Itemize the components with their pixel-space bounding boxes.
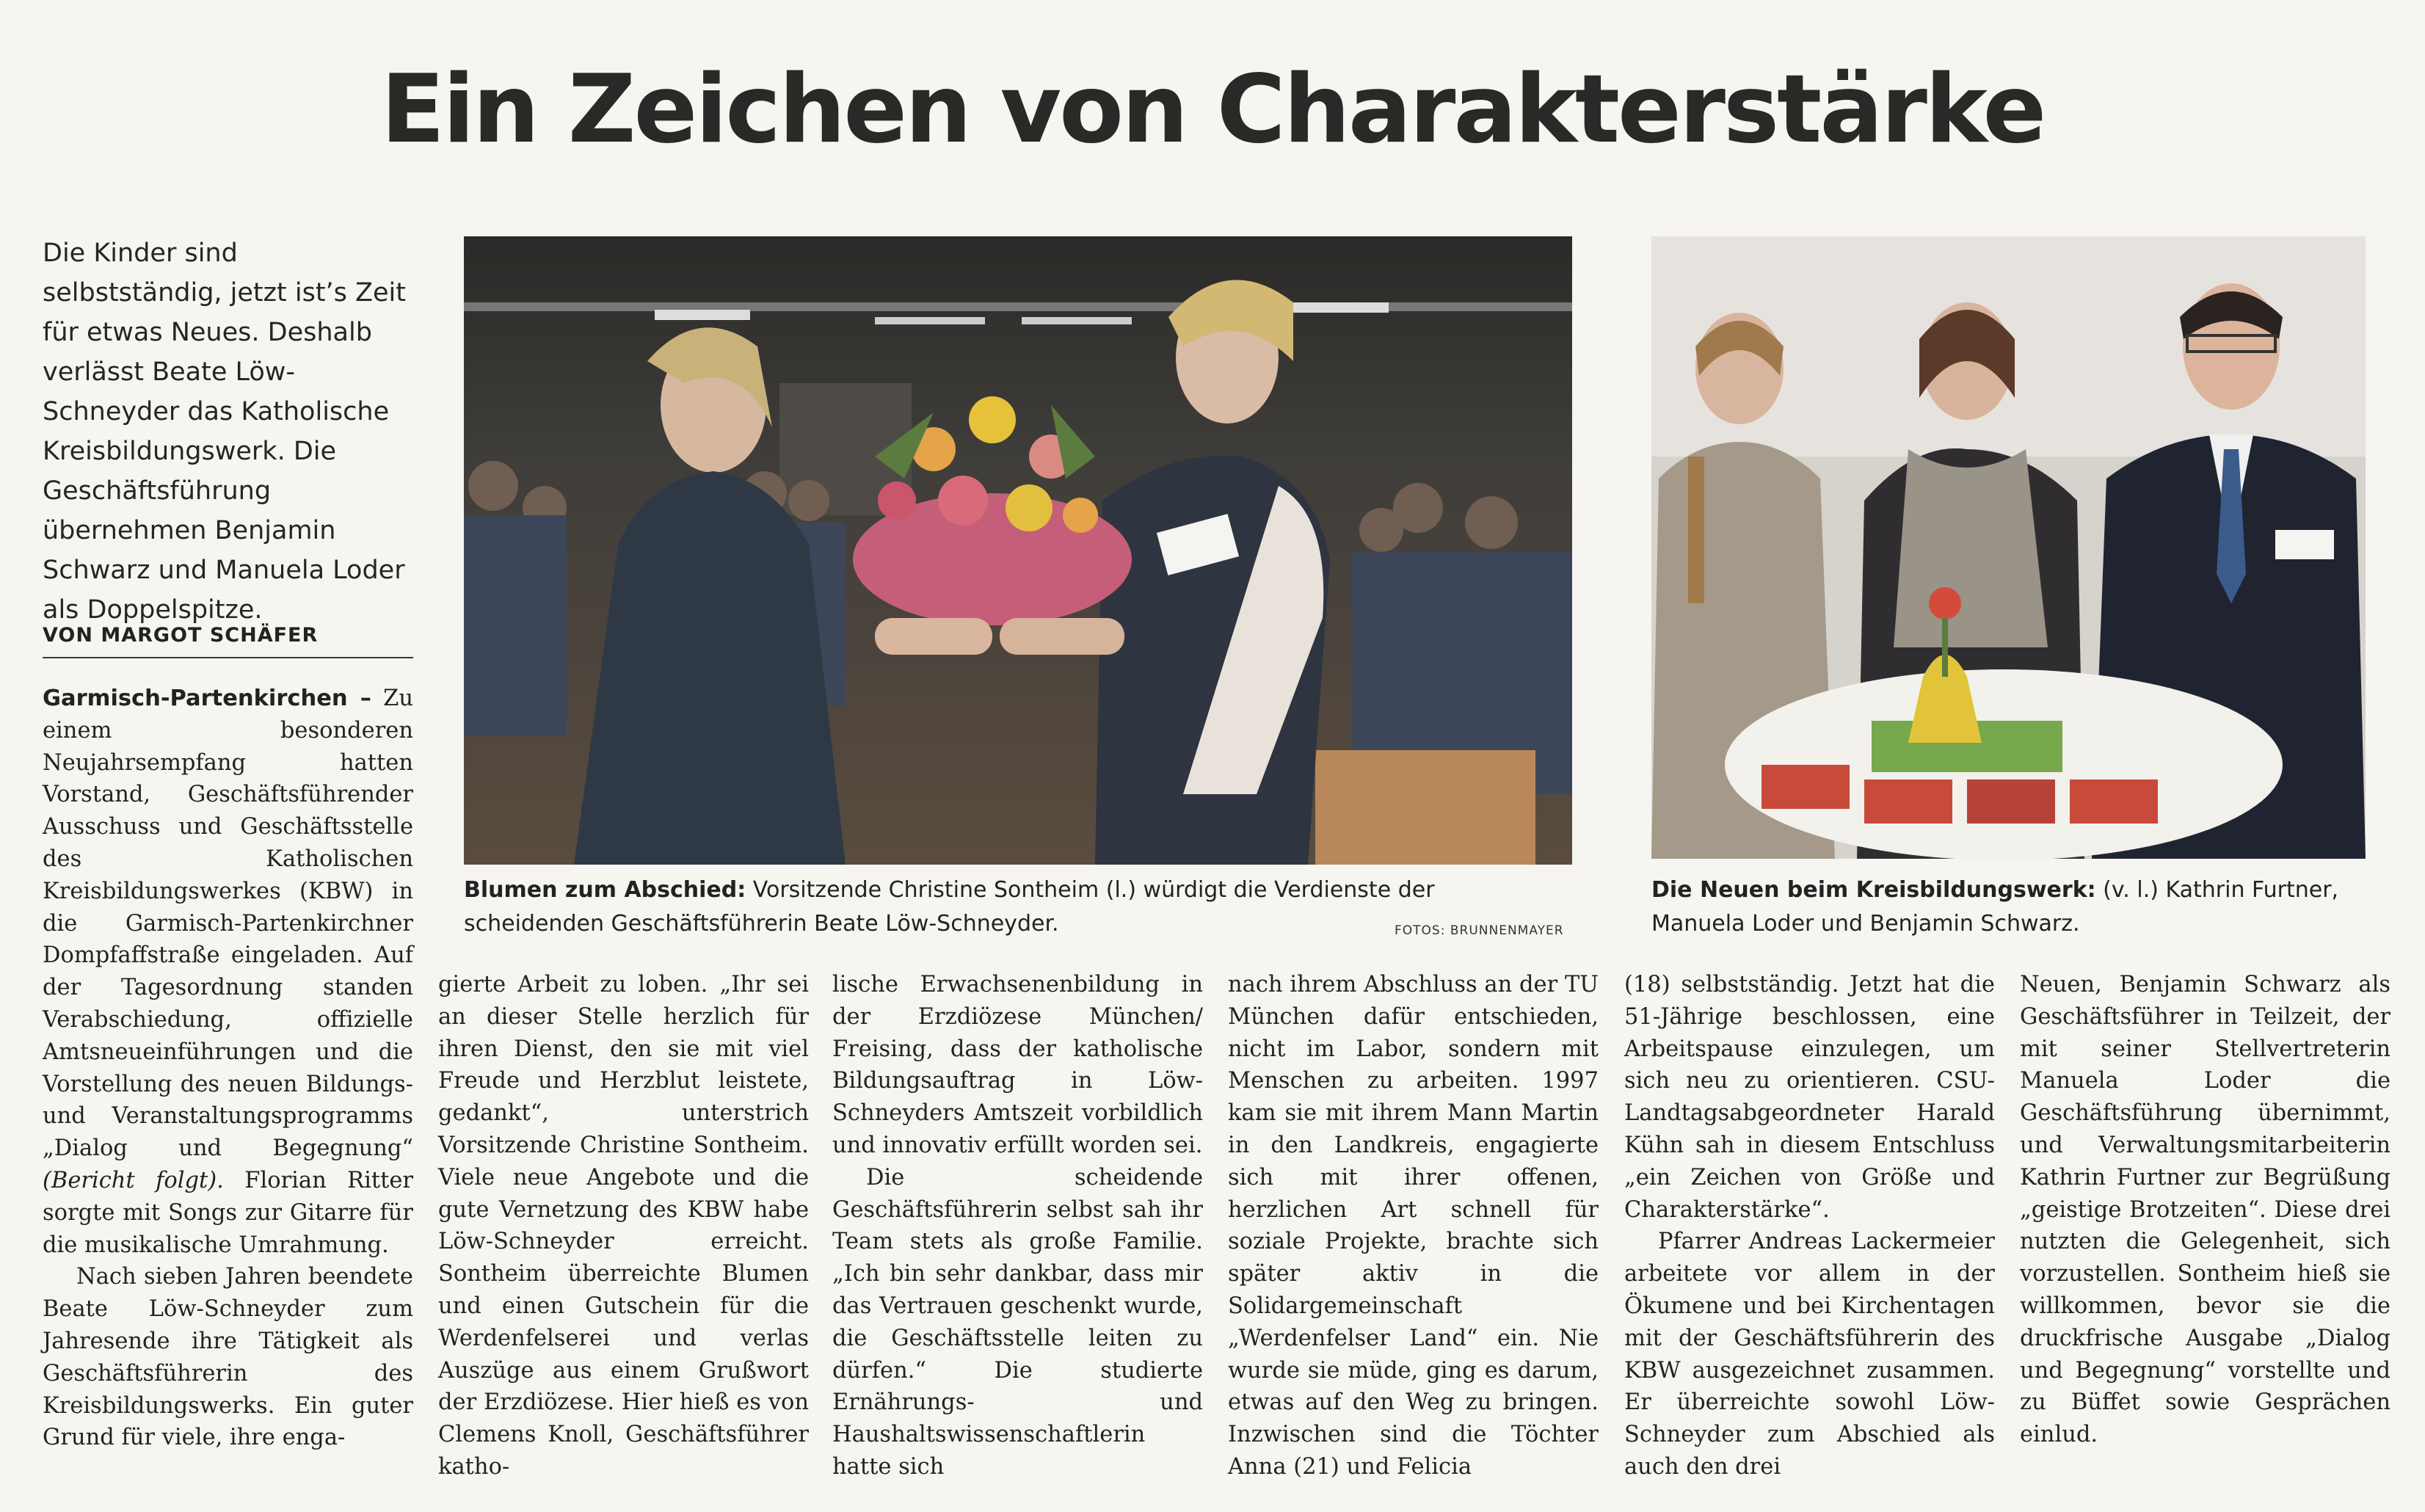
body-paragraph xyxy=(43,683,413,1261)
caption-2-label: Die Neuen beim Kreisbildungswerk: xyxy=(1651,877,2096,903)
body-text: Florian Ritter sorgte mit Songs zur Gitarre für die musikalische Umrahmung. xyxy=(43,1167,413,1258)
body-paragraph: lische Erwachsenenbildung in der Erzdiözese München/ Freising, dass der katholische Bildungsauftrag in Löw-Schneyders Amtszeit vorbildlich und innovativ erfüllt worden sei. xyxy=(832,972,1203,1158)
body-paragraph: (18) selbstständig. Jetzt hat die 51-Jährige beschlossen, eine Arbeitspause einzulegen, um sich neu zu orientieren. CSU-Landtagsabgeordneter Harald Kühn sah in diesem Entschluss „ein Zeichen von Größe und Charakterstärke“. xyxy=(1624,972,1995,1223)
body-paragraph: Die scheidende Geschäftsführerin selbst sah ihr Team stets als große Familie. „Ich bin sehr dankbar, dass mir das Vertrauen geschenkt wurde, die Geschäftsstelle leiten zu dürfen.“ Die studierte Ernährungs- und Haushaltswissenschaftlerin hatte sich xyxy=(832,1164,1203,1480)
headline: Ein Zeichen von Charakterstärke xyxy=(380,55,2045,164)
body-note: (Bericht folgt). xyxy=(43,1167,224,1193)
body-column-1 xyxy=(43,683,413,1454)
body-paragraph: Pfarrer Andreas Lackermeier arbeitete vor allem in der Ökumene und bei Kirchentagen mit der Geschäftsführerin des KBW ausgezeichnet zusammen. Er überreichte sowohl Löw-Schneyder zum Abschied als auch den drei xyxy=(1624,1229,1995,1480)
body-paragraph: nach ihrem Abschluss an der TU München dafür entschieden, nicht im Labor, sondern mit Menschen zu arbeiten. 1997 kam sie mit ihrem Mann Martin in den Landkreis, engagierte sich mit ihrer offenen, herzlichen Art schnell für soziale Projekte, brachte sich später aktiv in die Solidargemeinschaft „Werdenfelser Land“ ein. Nie wurde sie müde, ging es darum, etwas auf den Weg zu bringen. Inzwischen sind die Töchter Anna (21) und Felicia xyxy=(1228,972,1599,1480)
body-paragraph: gierte Arbeit zu loben. „Ihr sei an dieser Stelle herzlich für ihren Dienst, den sie mit viel Freude und Herzblut leistete, gedankt“, unterstrich Vorsitzende Christine Sontheim. Viele neue Angebote und die gute Vernetzung des KBW habe Löw-Schneyder erreicht. Sontheim überreichte Blumen und einen Gutschein für die Werdenfelserei und verlas Auszüge aus einem Grußwort der Erzdiözese. Hier hieß es von Clemens Knoll, Geschäftsführer katho- xyxy=(438,972,809,1480)
caption-2-text: (v. l.) Kathrin Furtner, Manuela Loder und Benjamin Schwarz. xyxy=(1651,877,2339,937)
photo-credit: FOTOS: BRUNNENMAYER xyxy=(1395,923,1564,938)
byline: VON MARGOT SCHÄFER xyxy=(43,624,413,658)
caption-1-label: Blumen zum Abschied: xyxy=(464,877,746,903)
body-text: Zu einem besonderen Neujahrsempfang hatten Vorstand, Geschäftsführender Ausschuss und Geschäftsstelle des Katholischen Kreisbildungswerkes (KBW) in die Garmisch-Partenkirchner Dompfaffstraße eingeladen. Auf der Tagesordnung standen Verabschiedung, offizielle Amtsneueinführungen und die Vorstellung des neuen Bildungs- und Veranstaltungsprogramms „Dialog und Begegnung“ xyxy=(43,686,413,1162)
photo-flower-farewell xyxy=(464,236,1572,865)
dateline: Garmisch-Partenkirchen – xyxy=(43,686,371,711)
lead-paragraph: Die Kinder sind selbstständig, jetzt ist’s Zeit für etwas Neues. Deshalb verlässt Beate Löw-Schneyder das Katholische Kreisbildungswerk. Die Geschäftsführung übernehmen Benjamin Schwarz und Manuela Loder als Doppelspitze. xyxy=(43,239,406,625)
photo-caption-2 xyxy=(1651,873,2371,941)
caption-1-text: Vorsitzende Christine Sontheim (l.) würdigt die Verdienste der scheidenden Geschäftsführerin Beate Löw-Schneyder. xyxy=(464,877,1435,937)
body-column-3 xyxy=(832,969,1203,1483)
body-column-2 xyxy=(438,969,809,1483)
body-paragraph: Neuen, Benjamin Schwarz als Geschäftsführer in Teilzeit, der mit seiner Stellvertreterin Manuela Loder die Geschäftsführung übernimmt, und Verwaltungsmitarbeiterin Kathrin Furtner zur Begrüßung „geistige Brotzeiten“. Diese drei nutzten die Gelegenheit, sich vorzustellen. Sontheim hieß sie willkommen, bevor sie die druckfrische Ausgabe „Dialog und Begegnung“ vorstellte und zu Büffet sowie Gesprächen einlud. xyxy=(2020,972,2391,1448)
photo-new-team xyxy=(1651,236,2366,859)
photo-flower-farewell-image xyxy=(464,236,1572,865)
body-paragraph: Nach sieben Jahren beendete Beate Löw-Schneyder zum Jahresende ihre Tätigkeit als Geschäftsführerin des Kreisbildungswerks. Ein guter Grund für viele, ihre enga- xyxy=(43,1264,413,1451)
body-column-5 xyxy=(1624,969,1995,1483)
body-column-4 xyxy=(1228,969,1599,1483)
photo-new-team-image xyxy=(1651,236,2366,859)
body-column-6 xyxy=(2020,969,2391,1451)
